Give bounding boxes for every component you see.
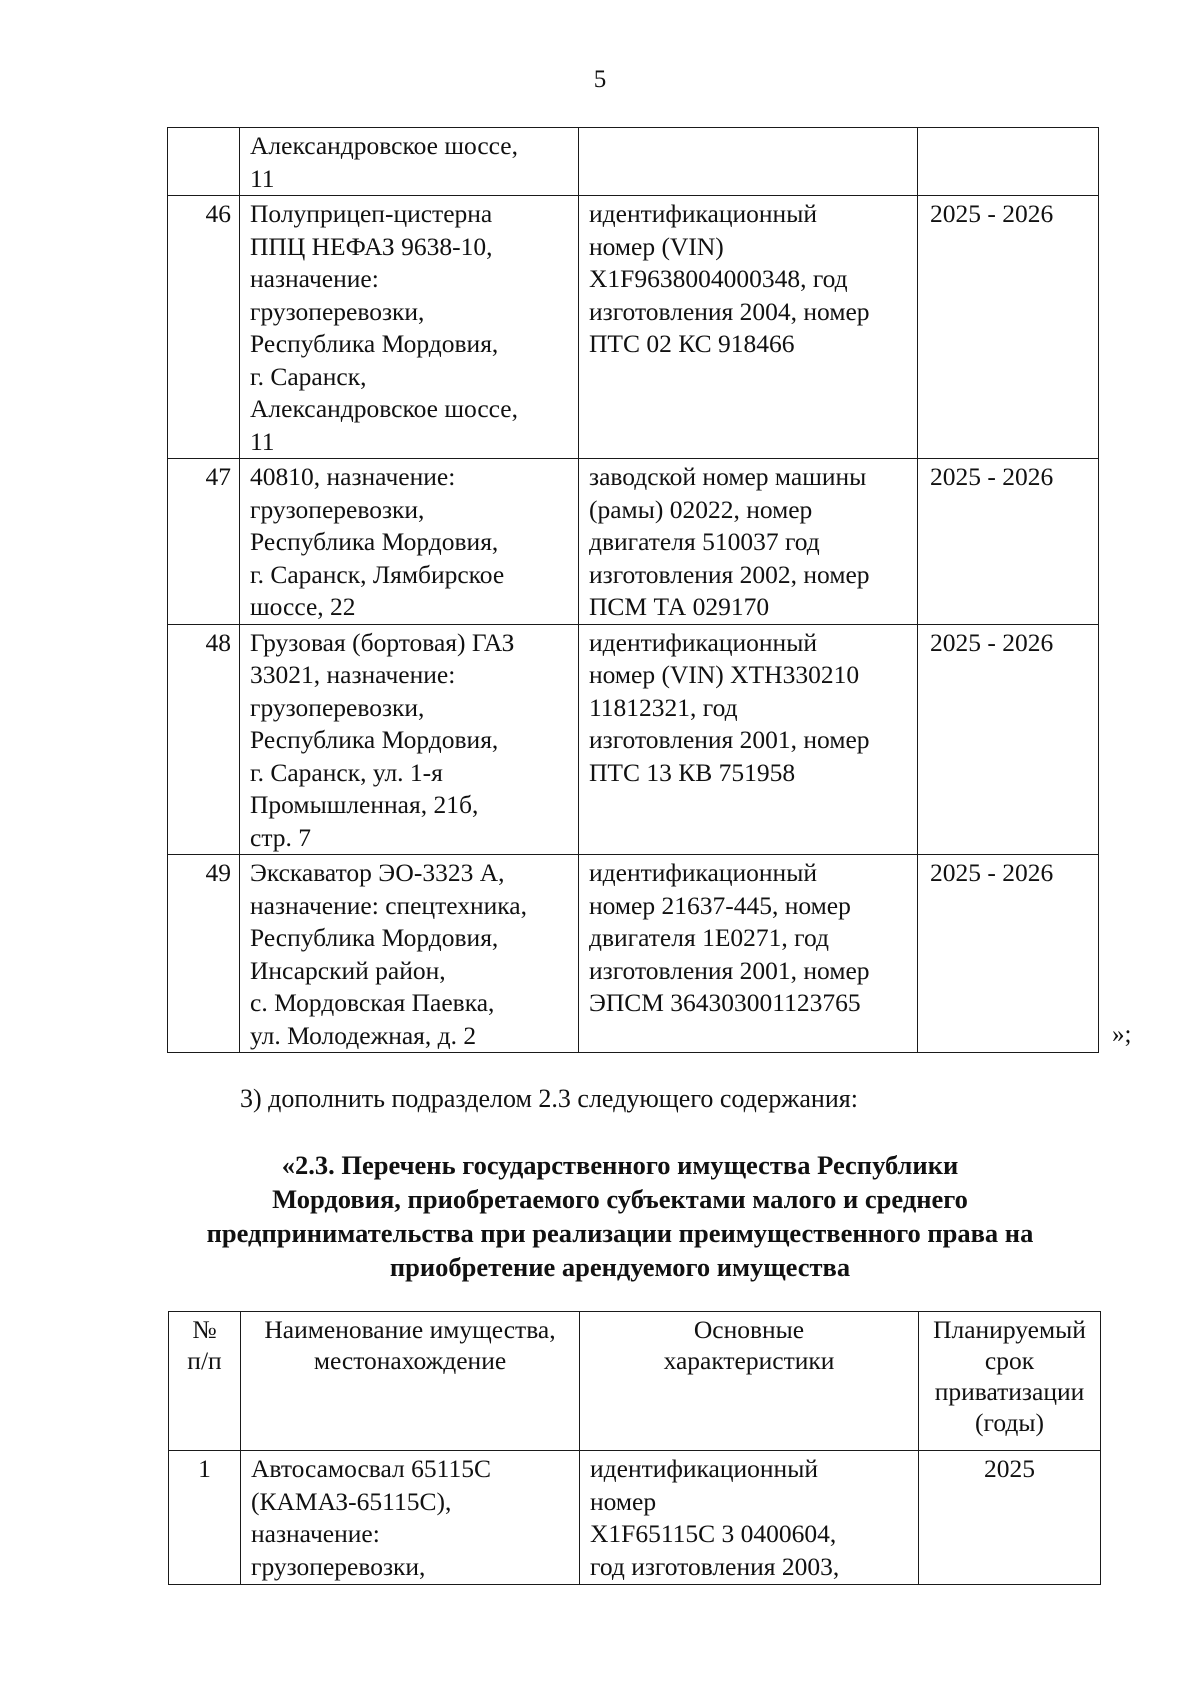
table-header-row [169, 1312, 1101, 1451]
property-name-cell [240, 196, 579, 459]
text-line: X1F65115С 3 0400604, [590, 1519, 837, 1548]
row-number: 46 [168, 196, 240, 459]
section-heading [160, 1148, 1080, 1284]
text-line: двигателя 1Е0271, год [589, 923, 829, 952]
text-line: изготовления 2002, номер [589, 559, 870, 589]
text-line: назначение: спецтехника, [250, 890, 527, 920]
header-line: № [192, 1315, 217, 1344]
text-line: 11 [250, 163, 275, 193]
header-line: срок [984, 1346, 1035, 1375]
table-row [168, 459, 1099, 625]
text-line: Александровское шоссе, [250, 394, 518, 423]
text-line: заводской номер машины [589, 462, 867, 491]
text-line: грузоперевозки, [250, 296, 425, 326]
header-line: п/п [187, 1346, 222, 1375]
closing-quote: »; [1112, 1021, 1132, 1048]
text-line: Республика Мордовия, [250, 923, 499, 952]
header-line: Планируемый [933, 1315, 1086, 1344]
heading-line: «2.3. Перечень государственного имущества Республики [281, 1150, 959, 1180]
text-line: Республика Мордовия, [250, 527, 499, 556]
text-line: с. Мордовская Паевка, [250, 988, 495, 1017]
header-line: приватизации [934, 1377, 1085, 1406]
text-line: назначение: [250, 264, 379, 293]
text-line: номер [590, 1486, 657, 1516]
text-line: грузоперевозки, [250, 494, 425, 524]
header-number [169, 1312, 241, 1451]
row-number: 1 [169, 1451, 241, 1585]
text-line: г. Саранск, ул. 1-я [250, 757, 443, 787]
characteristics-cell [579, 624, 918, 855]
text-line: назначение: [251, 1519, 380, 1548]
years-cell [918, 128, 1099, 196]
text-line: грузоперевозки, [250, 692, 425, 722]
text-line: ПСМ ТА 029170 [589, 592, 770, 621]
characteristics-cell [579, 459, 918, 625]
text-line: номер 21637-445, номер [589, 890, 851, 920]
header-characteristics [580, 1312, 919, 1451]
new-property-table [168, 1311, 1101, 1585]
text-line: идентификационный [589, 627, 817, 657]
page-number: 5 [593, 66, 607, 93]
property-name-cell [241, 1451, 580, 1585]
header-line: (годы) [975, 1408, 1044, 1437]
text-line: ул. Молодежная, д. 2 [250, 1020, 477, 1050]
text-line: 33021, назначение: [250, 660, 456, 689]
text-line: Экскаватор ЭО-3323 А, [250, 858, 505, 887]
text-line: грузоперевозки, [251, 1551, 426, 1581]
text-line: (КАМАЗ-65115С), [251, 1486, 452, 1516]
header-years [919, 1312, 1101, 1451]
text-line: стр. 7 [250, 822, 312, 852]
header-line: местонахождение [313, 1346, 507, 1375]
text-line: двигателя 510037 год [589, 527, 820, 556]
heading-line: Мордовия, приобретаемого субъектами малого и среднего [272, 1184, 968, 1214]
continued-property-table [167, 127, 1099, 1053]
row-number: 49 [168, 855, 240, 1053]
text-line: ПТС 02 КС 918466 [589, 329, 795, 358]
text-line: Республика Мордовия, [250, 329, 499, 358]
text-line: Александровское шоссе, [250, 131, 518, 160]
text-line: 11812321, год [589, 692, 738, 722]
text-line: 40810, назначение: [250, 462, 456, 491]
text-line: Инсарский район, [250, 955, 446, 985]
text-line: Автосамосвал 65115С [251, 1454, 491, 1483]
characteristics-cell [579, 196, 918, 459]
years-cell: 2025 - 2026 [918, 624, 1099, 855]
table-row [169, 1451, 1101, 1585]
text-line: год изготовления 2003, [590, 1551, 840, 1581]
property-name-cell [240, 459, 579, 625]
text-line: (рамы) 02022, номер [589, 494, 813, 524]
table-row [168, 855, 1099, 1053]
characteristics-cell [580, 1451, 919, 1585]
years-cell: 2025 - 2026 [918, 855, 1099, 1053]
years-cell: 2025 [919, 1451, 1101, 1585]
row-number: 47 [168, 459, 240, 625]
amendment-paragraph: 3) дополнить подразделом 2.3 следующего содержания: [240, 1084, 858, 1113]
text-line: г. Саранск, Лямбирское [250, 559, 505, 589]
text-line: ПТС 13 КВ 751958 [589, 757, 796, 787]
row-number [168, 128, 240, 196]
heading-line: предпринимательства при реализации преимущественного права на [206, 1218, 1034, 1248]
text-line: ППЦ НЕФАЗ 9638-10, [250, 231, 493, 261]
header-line: Основные [693, 1315, 805, 1344]
property-name-cell [240, 855, 579, 1053]
header-line: Наименование имущества, [264, 1315, 556, 1344]
table-row [168, 624, 1099, 855]
heading-line: приобретение арендуемого имущества [389, 1252, 851, 1282]
row-number: 48 [168, 624, 240, 855]
text-line: идентификационный [589, 858, 817, 887]
text-line: X1F9638004000348, год [589, 264, 848, 293]
text-line: изготовления 2001, номер [589, 955, 870, 985]
text-line: номер (VIN) ХТН330210 [589, 660, 860, 689]
header-line: характеристики [663, 1346, 835, 1375]
property-name-cell [240, 128, 579, 196]
years-cell: 2025 - 2026 [918, 459, 1099, 625]
text-line: идентификационный [589, 199, 817, 228]
text-line: изготовления 2001, номер [589, 725, 870, 754]
years-cell: 2025 - 2026 [918, 196, 1099, 459]
text-line: Республика Мордовия, [250, 725, 499, 754]
text-line: г. Саранск, [250, 361, 367, 391]
text-line: номер (VIN) [589, 231, 724, 261]
table-row [168, 196, 1099, 459]
property-name-cell [240, 624, 579, 855]
header-name [241, 1312, 580, 1451]
text-line: 11 [250, 426, 275, 456]
text-line: ЭПСМ 364303001123765 [589, 988, 861, 1017]
text-line: Грузовая (бортовая) ГАЗ [250, 627, 515, 657]
characteristics-cell [579, 855, 918, 1053]
text-line: Полуприцеп-цистерна [250, 199, 493, 228]
table-row [168, 128, 1099, 196]
text-line: Промышленная, 21б, [250, 790, 479, 819]
text-line: изготовления 2004, номер [589, 296, 870, 326]
text-line: шоссе, 22 [250, 592, 356, 621]
characteristics-cell [579, 128, 918, 196]
text-line: идентификационный [590, 1454, 818, 1483]
